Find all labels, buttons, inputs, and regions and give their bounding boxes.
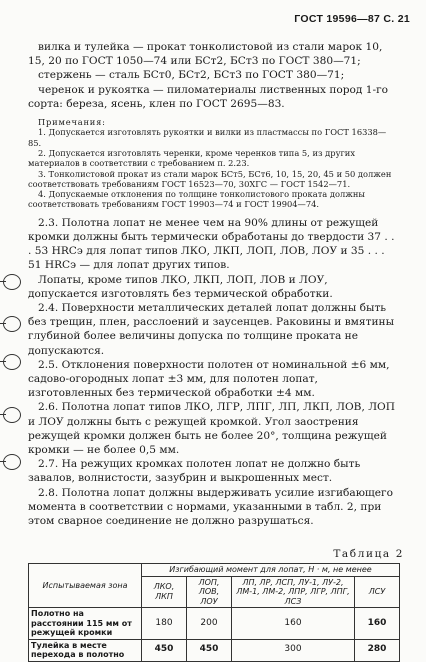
table-row: [29, 608, 400, 640]
cell-value: 180: [142, 608, 187, 640]
section-2-7: 2.7. На режущих кромках полотен лопат не должно быть завалов, волнистости, зазубрин и выкрошенных мест.: [28, 458, 361, 485]
header-col-lko: ЛКО, ЛКП: [142, 576, 187, 608]
table-row: [29, 639, 400, 661]
cell-value: 160: [355, 608, 400, 640]
margin-mark-circle: [3, 407, 21, 423]
row-zone: Тулейка в месте перехода в полотно: [29, 639, 142, 661]
header-moment-group: Изгибающий момент для лопат, Н · м, не менее: [142, 564, 400, 577]
material-fork: вилка и тулейка — прокат тонколистовой из стали марок 10, 15, 20 по ГОСТ 1050—74 или БСт2, БСт3 по ГОСТ 380—71;: [28, 41, 383, 68]
cell-value: 160: [232, 608, 355, 640]
margin-mark-circle: [3, 316, 21, 332]
cell-value: 300: [232, 639, 355, 661]
table-header-row: [29, 564, 400, 577]
page-header: ГОСТ 19596—87 С. 21: [294, 13, 410, 25]
margin-mark-circle: [3, 454, 21, 470]
cell-value: 450: [187, 639, 232, 661]
section-2-3-b: Лопаты, кроме типов ЛКО, ЛКП, ЛОП, ЛОВ и ЛОУ, допускается изготовлять без термической обработки.: [28, 273, 333, 300]
note-1: 1. Допускается изготовлять рукоятки и вилки из пластмассы по ГОСТ 16338—85.: [28, 127, 387, 148]
table-2: [28, 563, 400, 662]
cell-value: 450: [142, 639, 187, 661]
cell-value: 200: [187, 608, 232, 640]
header-col-lsu: ЛСУ: [355, 576, 400, 608]
section-2-8: 2.8. Полотна лопат должны выдерживать усилие изгибающего момента в соответствии с нормами, указанными в табл. 2, при этом сварное соединение не должно разрушаться.: [28, 486, 393, 527]
note-3: 3. Тонколистовой прокат из стали марок БСт5, БСт6, 10, 15, 20, 45 и 50 должен соответствовать требованиям ГОСТ 16523—70, 30ХГС — ГОСТ 1542—71.: [28, 168, 392, 189]
header-col-lp: ЛП, ЛР, ЛСП, ЛУ-1, ЛУ-2, ЛМ-1, ЛМ-2, ЛПР, ЛГР, ЛПГ, ЛСЗ: [232, 576, 355, 608]
material-rod: стержень — сталь БСт0, БСт2, БСт3 по ГОСТ 380—71;: [38, 69, 345, 82]
notes-block: [28, 117, 398, 210]
margin-mark-circle: [3, 354, 21, 370]
cell-value: 280: [355, 639, 400, 661]
section-2-5: 2.5. Отклонения поверхности полотен от номинальной ±6 мм, садово-огородных лопат ±3 мм, для полотен лопат, изготовленных без термической обработки ±4 мм.: [28, 358, 390, 400]
note-4: 4. Допускаемые отклонения по толщине тонколистового проката должны соответствовать требованиям ГОСТ 19903—74 и ГОСТ 19904—74.: [28, 189, 366, 210]
section-2-4: 2.4. Поверхности металлических деталей лопат должны быть без трещин, плен, расслоений и заусенцев. Раковины и вмятины глубиной более величины допуска по толщине проката не допускаются.: [28, 301, 395, 357]
section-2-3: 2.3. Полотна лопат не менее чем на 90% длины от режущей кромки должны быть термически обработаны до твердости 37 . . . 53 HRCэ для лопат типов ЛКО, ЛКП, ЛОП, ЛОВ, ЛОУ и 35 . . . 51 HRCэ — для лопат других типов.: [28, 216, 395, 272]
table-caption: Таблица 2: [333, 548, 404, 560]
body-text: [28, 40, 398, 528]
note-2: 2. Допускается изготовлять черенки, кроме черенков типа 5, из других материалов в соответствии с требованием п. 2.23.: [28, 147, 356, 169]
header-col-lop: ЛОП, ЛОВ, ЛОУ: [187, 576, 232, 608]
header-zone: Испытываемая зона: [29, 564, 142, 608]
notes-heading: Примечания:: [38, 117, 106, 128]
row-zone: Полотно на расстоянии 115 мм от режущей кромки: [29, 608, 142, 640]
material-handle: черенок и рукоятка — пиломатериалы лиственных пород 1-го сорта: береза, ясень, клен по ГОСТ 2695—83.: [28, 83, 389, 110]
section-2-6: 2.6. Полотна лопат типов ЛКО, ЛГР, ЛПГ, ЛП, ЛКП, ЛОВ, ЛОП и ЛОУ должны быть с режущей кромкой. Угол заострения режущей кромки должен быть не более 20°, толщина режущей кромки — не более 0,5 мм.: [28, 401, 395, 456]
margin-mark-circle: [3, 274, 21, 290]
